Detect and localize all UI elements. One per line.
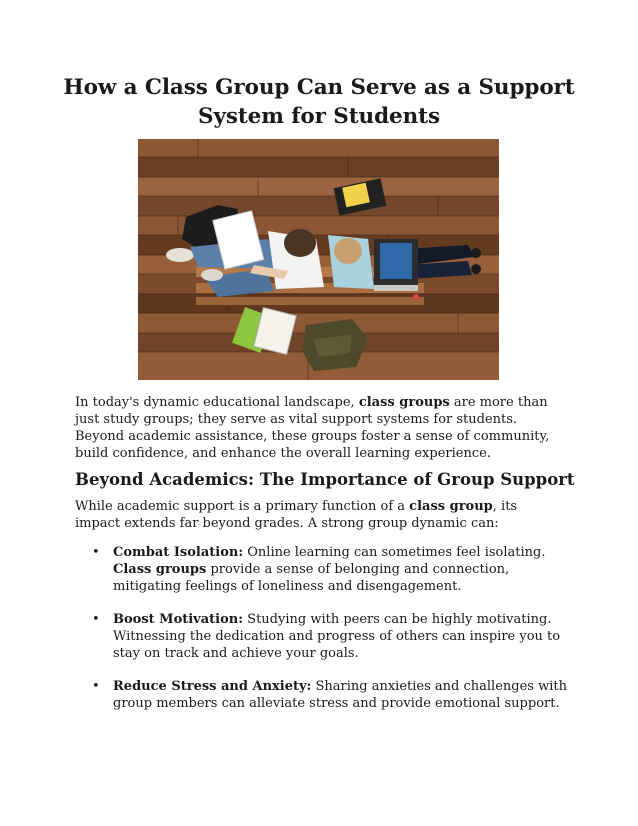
bullet-marker: • (92, 679, 100, 694)
intro-bold-term: class groups (358, 395, 450, 410)
list-item-text: Online learning can sometimes feel isolating. (243, 545, 546, 560)
section-intro-bold-term: class group (409, 499, 493, 514)
section-intro-paragraph (75, 498, 565, 532)
bullet-marker: • (92, 612, 100, 627)
intro-paragraph (75, 394, 565, 462)
list-item-text: Sharing anxieties and challenges with group members can alleviate stress and provide emotional support. (113, 679, 567, 711)
list-item (75, 544, 575, 595)
list-item-text-end: provide a sense of belonging and connection, mitigating feelings of loneliness and disengagement. (113, 562, 510, 594)
list-item-heading: Reduce Stress and Anxiety: (113, 679, 312, 694)
list-item-bold-term: Class groups (113, 562, 207, 577)
page-title: How a Class Group Can Serve as a Support System for Students (63, 75, 575, 129)
list-item-heading: Combat Isolation: (113, 545, 244, 560)
intro-text-start: In today's dynamic educational landscape, (75, 395, 359, 410)
section-intro-text-end: , its impact extends far beyond grades. A strong group dynamic can: (75, 499, 518, 531)
section-heading: Beyond Academics: The Importance of Group Support (75, 470, 575, 489)
students-studying-photo (138, 139, 499, 380)
list-item-heading: Boost Motivation: (113, 612, 244, 627)
benefits-list (75, 544, 575, 728)
list-item-text: Studying with peers can be highly motivating. Witnessing the dedication and progress of others can inspire you to stay on track and achieve your goals. (113, 612, 561, 661)
list-item (75, 611, 575, 662)
bullet-marker: • (92, 545, 100, 560)
list-item (75, 678, 575, 712)
intro-text-end: are more than just study groups; they serve as vital support systems for students. Beyond academic assistance, these groups foster a sense of community, build confidence, and enhance the overall learning experience. (75, 395, 550, 461)
section-intro-text-start: While academic support is a primary function of a (75, 499, 410, 514)
